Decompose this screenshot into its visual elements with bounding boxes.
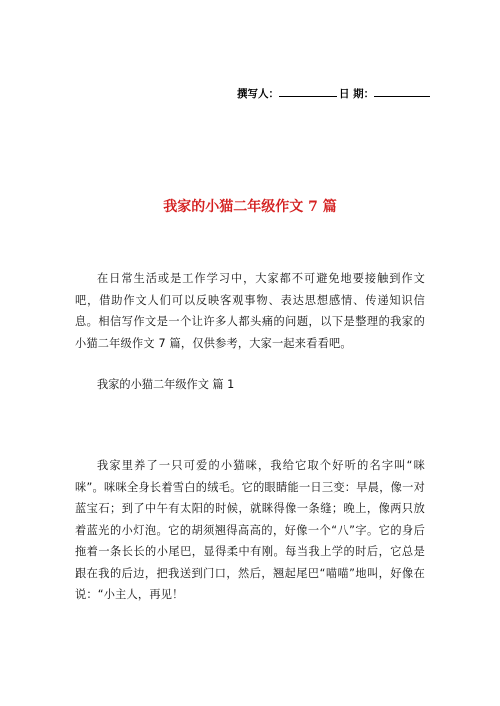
story-paragraph: 我家里养了一只可爱的小猫咪，我给它取个好听的名字叫“咪咪”。咪咪全身长着雪白的绒毛。它的眼睛能一日三变：早晨，像一对蓝宝石；到了中午有太阳的时候，就眯得像一条缝；晚上，像两只放着蓝光的小灯泡。它的胡须翘得高高的，好像一个“八”字。它的身后拖着一条长长的小尾巴，显得柔中有刚。每当我上学的时后，它总是跟在我的后边，把我送到门口，然后，翘起尾巴“喵喵”地叫，好像在说：“小主人，再见！ xyxy=(75,459,425,601)
date-blank xyxy=(374,86,430,97)
document-title: 我家的小猫二年级作文 7 篇 xyxy=(163,199,337,215)
intro-paragraph: 在日常生活或是工作学习中，大家都不可避免地要接触到作文吧，借助作文人们可以反映客观事物、表达思想感情、传递知识信息。相信写作文是一个让许多人都头痛的问题，以下是整理的我家的小猫二年级作文 7 篇，仅供参考，大家一起来看看吧。 xyxy=(75,272,425,350)
author-label: 撰写人： xyxy=(237,88,279,100)
date-label: 日 期： xyxy=(339,88,375,100)
author-date-line xyxy=(237,86,430,101)
section-heading: 我家的小猫二年级作文 篇 1 xyxy=(97,378,235,391)
author-blank xyxy=(279,86,337,97)
